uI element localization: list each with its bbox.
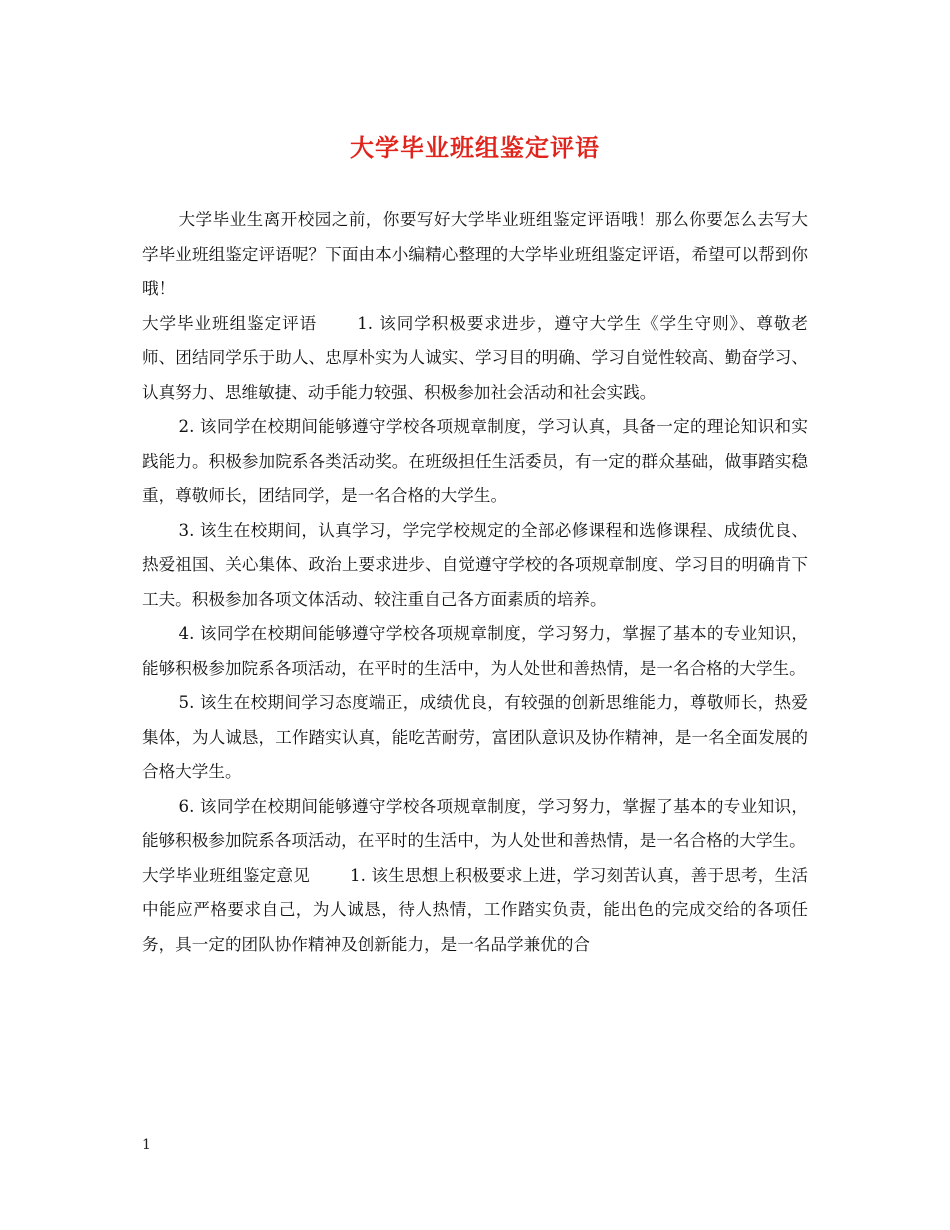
section-1-item-6: 6. 该同学在校期间能够遵守学校各项规章制度，学习努力，掌握了基本的专业知识，能够积极参加院系各项活动，在平时的生活中，为人处世和善热情，是一名合格的大学生。 <box>142 796 808 850</box>
section-1-item-4: 4. 该同学在校期间能够遵守学校各项规章制度，学习努力，掌握了基本的专业知识，能够积极参加院系各项活动，在平时的生活中，为人处世和善热情，是一名合格的大学生。 <box>142 624 808 678</box>
document-body <box>142 203 808 962</box>
intro-paragraph: 大学毕业生离开校园之前，你要写好大学毕业班组鉴定评语哦！那么你要怎么去写大学毕业班组鉴定评语呢？下面由本小编精心整理的大学毕业班组鉴定评语，希望可以帮到你哦！ <box>142 210 808 298</box>
page-number: 1 <box>142 1137 151 1153</box>
section-1-item-1: 1. 该同学积极要求进步，遵守大学生《学生守则》、尊敬老师、团结同学乐于助人、忠厚朴实为人诚实、学习目的明确、学习自觉性较高、勤奋学习、认真努力、思维敏捷、动手能力较强、积极参加社会活动和社会实践。 <box>142 313 808 402</box>
section-1-paragraph <box>142 307 808 411</box>
section-1-item-2: 2. 该同学在校期间能够遵守学校各项规章制度，学习认真，具备一定的理论知识和实践能力。积极参加院系各类活动奖。在班级担任生活委员，有一定的群众基础，做事踏实稳重，尊敬师长，团结同学，是一名合格的大学生。 <box>142 417 808 505</box>
section-1-heading: 大学毕业班组鉴定评语 <box>142 313 318 333</box>
section-1-item-5: 5. 该生在校期间学习态度端正，成绩优良，有较强的创新思维能力，尊敬师长，热爱集体，为人诚恳，工作踏实认真，能吃苦耐劳，富团队意识及协作精神，是一名全面发展的合格大学生。 <box>142 693 808 781</box>
section-2-heading: 大学毕业班组鉴定意见 <box>142 865 311 885</box>
document-title: 大学毕业班组鉴定评语 <box>350 133 600 162</box>
section-2-paragraph <box>142 859 808 963</box>
section-1-item-3: 3. 该生在校期间，认真学习，学完学校规定的全部必修课程和选修课程、成绩优良、热爱祖国、关心集体、政治上要求进步、自觉遵守学校的各项规章制度、学习目的明确肯下工夫。积极参加各项文体活动、较注重自己各方面素质的培养。 <box>142 520 808 609</box>
section-2-item-1: 1. 该生思想上积极要求上进，学习刻苦认真，善于思考，生活中能应严格要求自己，为人诚恳，待人热情，工作踏实负责，能出色的完成交给的各项任务，具一定的团队协作精神及创新能力，是一名品学兼优的合 <box>142 865 809 954</box>
